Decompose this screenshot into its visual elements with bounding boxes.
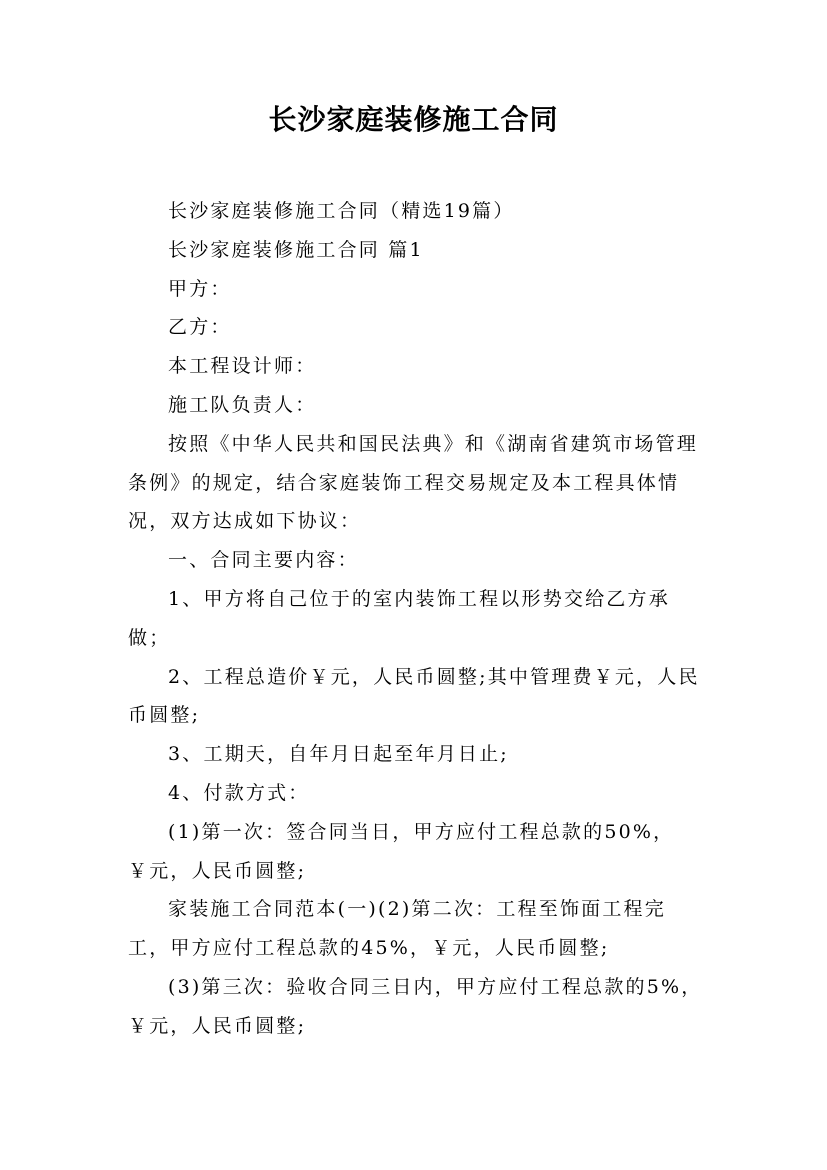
paragraph-designer: 本工程设计师： (168, 355, 317, 378)
paragraph-preamble: 按照《中华人民共和国民法典》和《湖南省建筑市场管理条例》的规定，结合家庭装饰工程交易规定及本工程具体情况，双方达成如下协议： (128, 432, 699, 533)
paragraph-main-content-heading: 一、合同主要内容： (168, 549, 359, 572)
paragraph-payment-1: (1)第一次：签合同当日，甲方应付工程总款的50%，￥元，人民币圆整; (128, 820, 675, 882)
paragraph-clause-3: 3、工期天，自年月日起至年月日止; (168, 743, 509, 766)
paragraph-clause-4: 4、付款方式： (168, 781, 310, 804)
paragraph-payment-3: (3)第三次：验收合同三日内，甲方应付工程总款的5%，￥元，人民币圆整; (128, 975, 703, 1037)
paragraph-clause-1: 1、甲方将自己位于的室内装饰工程以形势交给乙方承做； (128, 587, 670, 649)
paragraph-section-heading: 长沙家庭装修施工合同 篇1 (168, 238, 424, 261)
paragraph-payment-2: 家装施工合同范本(一)(2)第二次：工程至饰面工程完工，甲方应付工程总款的45%，￥元，人民币圆整; (128, 898, 666, 960)
document-body (128, 192, 706, 1046)
paragraph-party-b: 乙方： (168, 316, 232, 339)
paragraph-team-leader: 施工队负责人： (168, 393, 317, 416)
document-title: 长沙家庭装修施工合同 (268, 103, 559, 136)
paragraph-clause-2: 2、工程总造价￥元，人民币圆整;其中管理费￥元，人民币圆整; (128, 665, 700, 727)
paragraph-party-a: 甲方： (168, 277, 232, 300)
paragraph-subtitle: 长沙家庭装修施工合同（精选19篇） (168, 200, 515, 222)
